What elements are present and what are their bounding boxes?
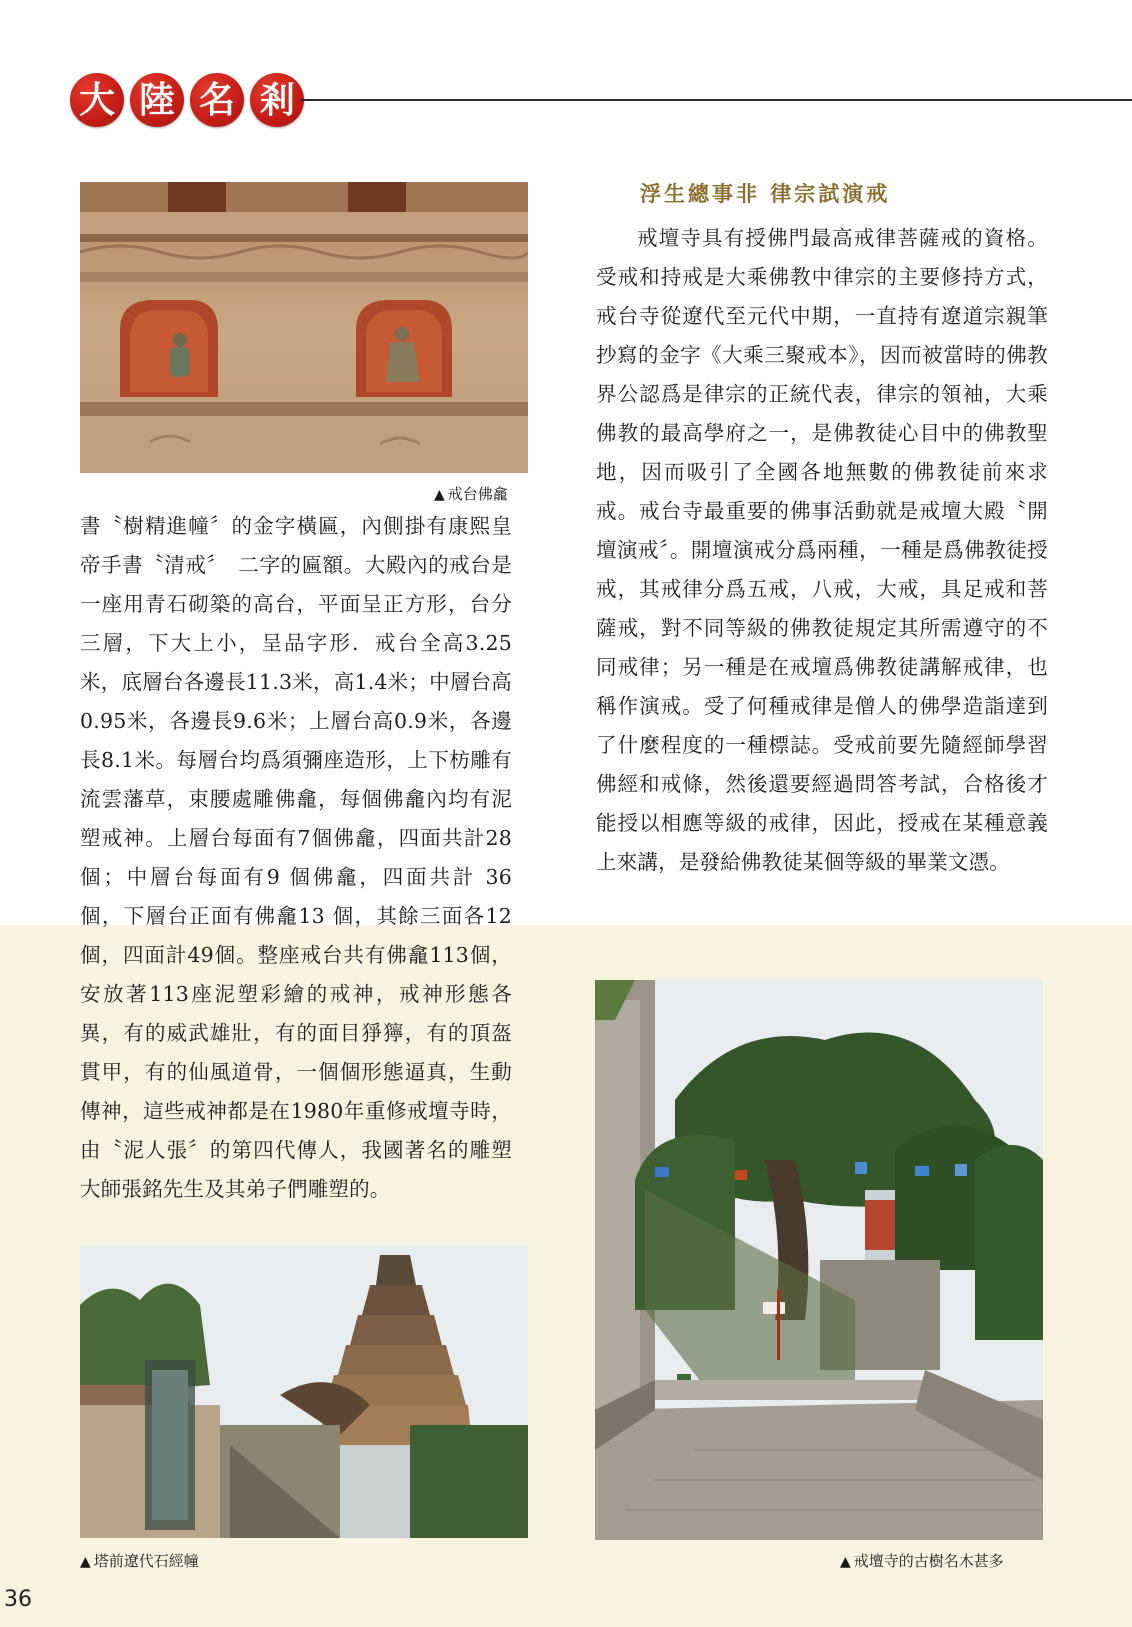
triangle-marker-icon: ▲ [80, 1554, 91, 1570]
left-paragraph: 書〝樹精進幢〞的金字橫匾，內側掛有康熙皇帝手書〝清戒〞 二字的匾額。大殿內的戒台是一座用青石砌築的高台，平面呈正方形，台分三層，下大上小，呈品字形．戒台全高3.25米，底層台各邊長11.3米，高1.4米；中層台高0.95米，各邊長9.6米；上層台高0.9米，各邊長8.1米。每層台均爲須彌座造形，上下枋雕有流雲藩草，束腰處雕佛龕，每個佛龕內均有泥塑戒神。上層台每面有7個佛龕，四面共計28個；中層台每面有9 個佛龕，四面共計 36 個，下層台正面有佛龕13 個，其餘三面各12個，四面計49個。整座戒台共有佛龕113個，安放著113座泥塑彩繪的戒神，戒神形態各異，有的威武雄壯，有的面目猙獰，有的頂盔貫甲，有的仙風道骨，一個個形態逼真，生動傳神，這些戒神都是在1980年重修戒壇寺時，由〝泥人張〞的第四代傳人，我國著名的雕塑大師張銘先生及其弟子們雕塑的。 [80, 514, 512, 1201]
header-rule [300, 99, 1132, 101]
photo-pagoda [80, 1245, 528, 1538]
section-title: 浮生總事非 律宗試演戒 [640, 181, 891, 206]
triangle-marker-icon: ▲ [434, 487, 445, 503]
photo-buddha-niches [80, 182, 528, 473]
logo-char-3: 名 [190, 73, 244, 127]
caption-ancient-trees: ▲ 戒壇寺的古樹名木甚多 [840, 1552, 1004, 1570]
logo-char-2: 陸 [130, 73, 184, 127]
logo-char-1: 大 [70, 73, 124, 127]
logo-char-4: 剎 [250, 73, 304, 127]
right-column-text [596, 219, 1048, 882]
right-paragraph: 戒壇寺具有授佛門最高戒律菩薩戒的資格。受戒和持戒是大乘佛教中律宗的主要修持方式，戒台寺從遼代至元代中期，一直持有遼道宗親筆抄寫的金字《大乘三聚戒本》，因而被當時的佛教界公認爲是律宗的正統代表，律宗的領袖，大乘佛教的最高學府之一，是佛教徒心目中的佛教聖地，因而吸引了全國各地無數的佛教徒前來求戒。戒台寺最重要的佛事活動就是戒壇大殿〝開壇演戒〞。開壇演戒分爲兩種，一種是爲佛教徒授戒，其戒律分爲五戒，八戒，大戒，具足戒和菩薩戒，對不同等級的佛教徒規定其所需遵守的不同戒律；另一種是在戒壇爲佛教徒講解戒律，也稱作演戒。受了何種戒律是僧人的佛學造詣達到了什麼程度的一種標誌。受戒前要先隨經師學習佛經和戒條，然後還要經過問答考試，合格後才能授以相應等級的戒律，因此，授戒在某種意義上來講，是發給佛教徒某個等級的畢業文憑。 [596, 226, 1048, 874]
photo-ancient-trees [595, 980, 1043, 1540]
page-number: 36 [4, 1587, 32, 1612]
left-column-text [80, 507, 512, 1209]
section-logo [70, 73, 304, 127]
caption-pagoda: ▲ 塔前遼代石經幢 [80, 1552, 199, 1570]
triangle-marker-icon: ▲ [840, 1554, 851, 1570]
caption-buddha-niches: ▲ 戒台佛龕 [434, 485, 508, 503]
